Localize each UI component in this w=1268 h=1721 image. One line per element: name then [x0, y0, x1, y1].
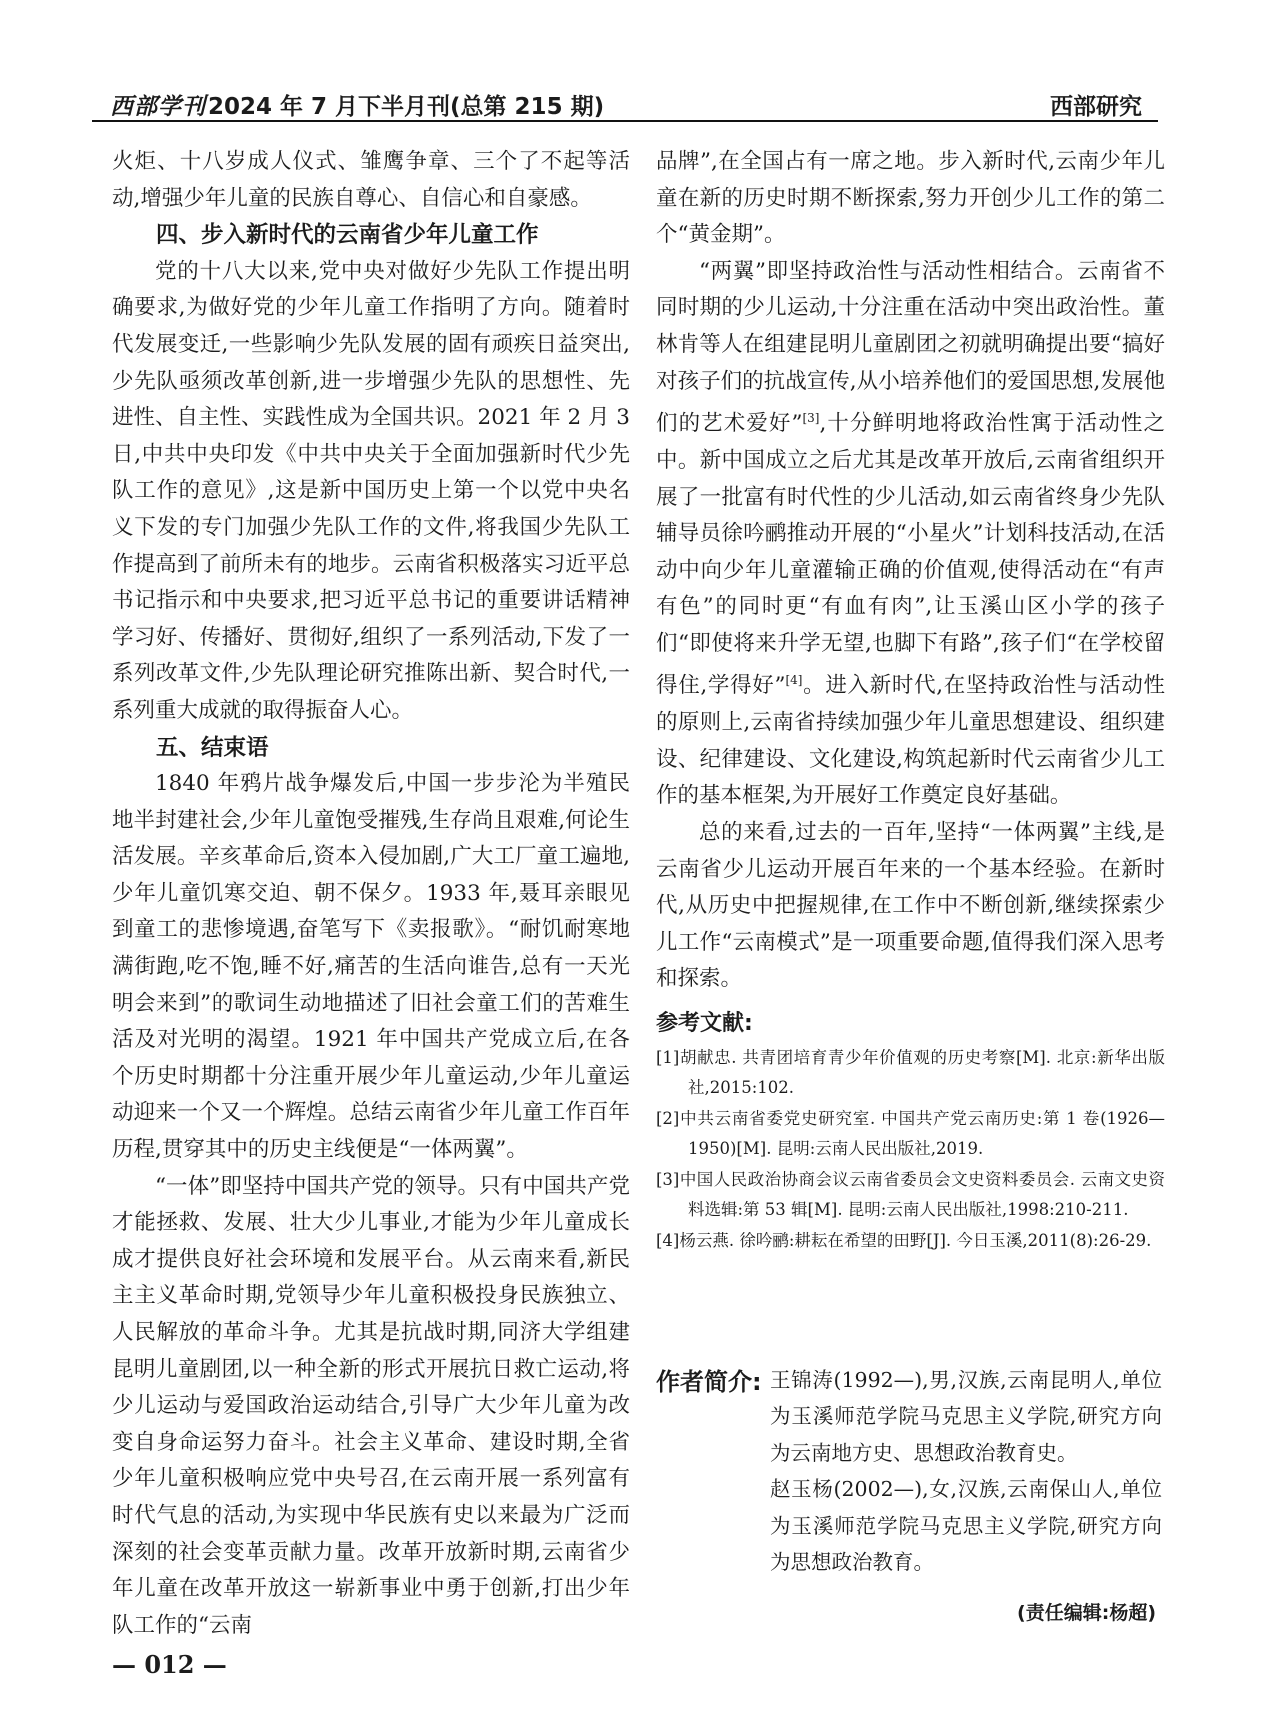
section-heading-4: 四、步入新时代的云南省少年儿童工作	[156, 222, 539, 249]
paragraph: 总的来看,过去的一百年,坚持“一体两翼”主线,是云南省少儿运动开展百年来的一个基本经验。在新时代,从历史中把握规律,在工作中不断创新,继续探索少儿工作“云南模式”是一项重要命题,值得我们深入思考和探索。	[656, 820, 1165, 992]
author-bio: 王锦涛(1992—),男,汉族,云南昆明人,单位为玉溪师范学院马克思主义学院,研究方向为云南地方史、思想政治教育史。	[770, 1368, 1162, 1465]
journal-issue	[110, 88, 604, 121]
header-rule	[92, 120, 1158, 122]
paragraph-text: ,十分鲜明地将政治性寓于活动性之中。新中国成立之后尤其是改革开放后,云南省组织开展了一批富有时代性的少儿活动,如云南省终身少先队辅导员徐吟鹂推动开展的“小星火”计划科技活动,在活动中向少年儿童灌输正确的价值观,使得活动在“有声有色”的同时更“有血有肉”,让玉溪山区小学的孩子们“即使将来升学无望,也脚下有路”,孩子们“在学校留得住,学得好”	[656, 411, 1165, 699]
author-label: 作者简介:	[656, 1368, 762, 1396]
journal-logo: 西部学刊	[110, 93, 206, 120]
paragraph: 火炬、十八岁成人仪式、雏鹰争章、三个了不起等活动,增强少年儿童的民族自尊心、自信心和自豪感。	[112, 149, 630, 211]
responsible-editor: (责任编辑:杨超)	[1017, 1602, 1156, 1624]
reference-item: [2]中共云南省委党史研究室. 中国共产党云南历史:第 1 卷(1926—1950)[M]. 昆明:云南人民出版社,2019.	[656, 1109, 1165, 1158]
paragraph: 品牌”,在全国占有一席之地。步入新时代,云南少年儿童在新的历史时期不断探索,努力开创少儿工作的第二个“黄金期”。	[656, 149, 1165, 248]
references	[656, 1006, 1165, 1258]
paragraph: 1840 年鸦片战争爆发后,中国一步步沦为半殖民地半封建社会,少年儿童饱受摧残,生存尚且艰难,何论生活发展。辛亥革命后,资本入侵加剧,广大工厂童工遍地,少年儿童饥寒交迫、朝不保夕。1933 年,聂耳亲眼见到童工的悲惨境遇,奋笔写下《卖报歌》。“耐饥耐寒地满街跑,吃不饱,睡不好,痛苦的生活向谁告,总有一天光明会来到”的歌词生动地描述了旧社会童工们的苦难生活及对光明的渴望。1921 年中国共产党成立后,在各个历史时期都十分注重开展少年儿童运动,少年儿童运动迎来一个又一个辉煌。总结云南省少年儿童工作百年历程,贯穿其中的历史主线便是“一体两翼”。	[112, 771, 630, 1163]
paragraph: “一体”即坚持中国共产党的领导。只有中国共产党才能拯救、发展、壮大少儿事业,才能为少年儿童成长成才提供良好社会环境和发展平台。从云南来看,新民主主义革命时期,党领导少年儿童积极投身民族独立、人民解放的革命斗争。尤其是抗战时期,同济大学组建昆明儿童剧团,以一种全新的形式开展抗日救亡运动,将少儿运动与爱国政治运动结合,引导广大少年儿童为改变自身命运努力奋斗。社会主义革命、建设时期,全省少年儿童积极响应党中央号召,在云南开展一系列富有时代气息的活动,为实现中华民族有史以来最为广泛而深刻的社会变革贡献力量。改革开放新时期,云南省少年儿童在改革开放这一崭新事业中勇于创新,打出少年队工作的“云南	[112, 1173, 630, 1638]
paragraph-text: “两翼”即坚持政治性与活动性相结合。云南省不同时期的少儿运动,十分注重在活动中突出政治性。董林肯等人在组建昆明儿童剧团之初就明确提出要“搞好对孩子们的抗战宣传,从小培养他们的爱国思想,发展他们的艺术爱好”	[656, 258, 1165, 437]
paragraph: 党的十八大以来,党中央对做好少先队工作提出明确要求,为做好党的少年儿童工作指明了方向。随着时代发展变迁,一些影响少先队发展的固有顽疾日益突出,少先队亟须改革创新,进一步增强少先队的思想性、先进性、自主性、实践性成为全国共识。2021 年 2 月 3 日,中共中央印发《中共中央关于全面加强新时代少先队工作的意见》,这是新中国历史上第一个以党中央名义下发的专门加强少先队工作的文件,将我国少先队工作提高到了前所未有的地步。云南省积极落实习近平总书记指示和中央要求,把习近平总书记的重要讲话精神学习好、传播好、贯彻好,组织了一系列活动,下发了一系列改革文件,少先队理论研究推陈出新、契合时代,一系列重大成就的取得振奋人心。	[112, 258, 630, 723]
section-name: 西部研究	[1050, 94, 1142, 120]
paragraph-text: 。进入新时代,在坚持政治性与活动性的原则上,云南省持续加强少年儿童思想建设、组织建设、纪律建设、文化建设,构筑起新时代云南省少儿工作的基本框架,为开展好工作奠定良好基础。	[656, 673, 1166, 809]
issue-info: 2024 年 7 月下半月刊(总第 215 期)	[208, 94, 605, 120]
page-number: — 012 —	[112, 1650, 227, 1679]
left-column	[112, 144, 630, 1644]
author-bios	[770, 1362, 1162, 1580]
author-bio: 赵玉杨(2002—),女,汉族,云南保山人,单位为玉溪师范学院马克思主义学院,研究方向为思想政治教育。	[770, 1477, 1162, 1575]
page-header	[92, 82, 1158, 120]
reference-item: [3]中国人民政治协商会议云南省委员会文史资料委员会. 云南文史资料选辑:第 53 辑[M]. 昆明:云南人民出版社,1998:210-211.	[656, 1170, 1165, 1219]
paragraph	[656, 254, 1165, 815]
reference-item: [1]胡献忠. 共青团培育青少年价值观的历史考察[M]. 北京:新华出版社,2015:102.	[656, 1048, 1165, 1097]
citation-3: [3]	[802, 411, 820, 426]
right-column	[656, 144, 1165, 998]
reference-item: [4]杨云燕. 徐吟鹂:耕耘在希望的田野[J]. 今日玉溪,2011(8):26-29.	[656, 1231, 1152, 1250]
section-heading-5: 五、结束语	[156, 734, 269, 761]
references-title: 参考文献:	[656, 1011, 753, 1036]
citation-4: [4]	[785, 673, 803, 688]
